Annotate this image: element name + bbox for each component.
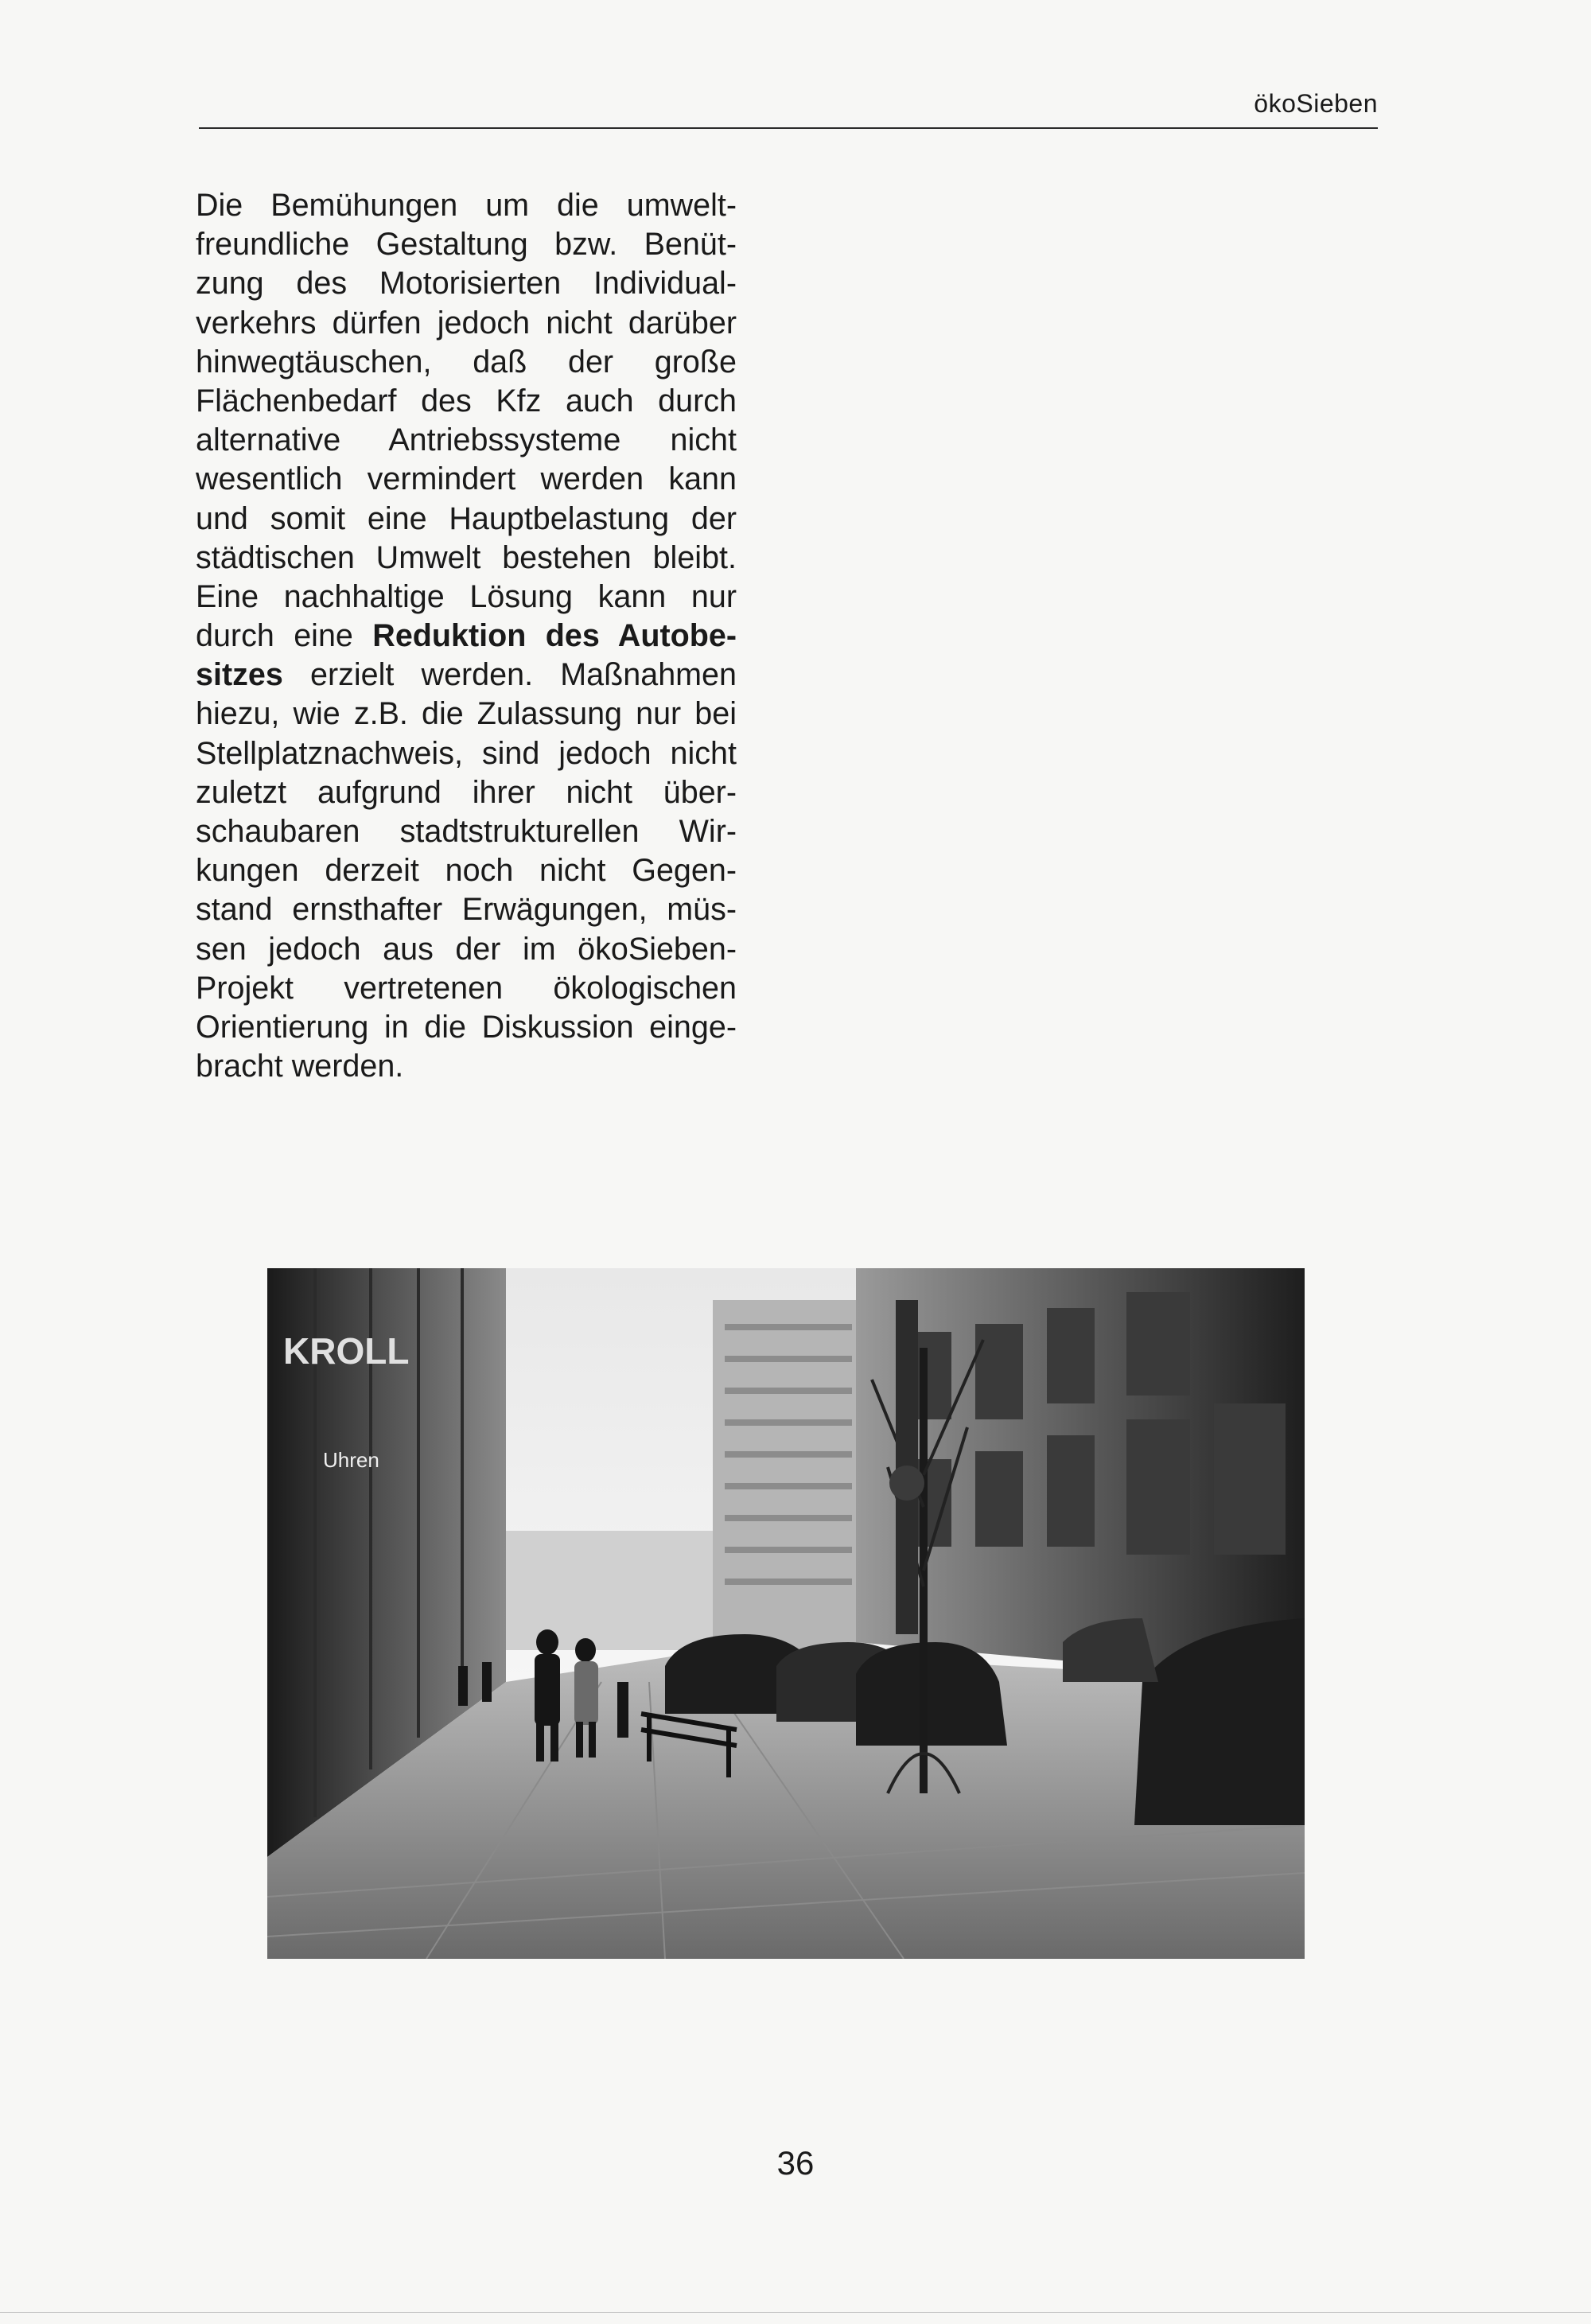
text-line: zuletzt aufgrund ihrer nicht über-: [196, 774, 737, 810]
text-line: verkehrs dürfen jedoch nicht darüber: [196, 305, 737, 341]
shop-sign: Uhren: [323, 1448, 379, 1472]
text-line: [196, 656, 737, 695]
text-line: kungen derzeit noch nicht Gegen-: [196, 853, 737, 889]
text-line: wesentlich vermindert werden kann: [196, 461, 737, 497]
text-line: Eine nachhaltige Lösung kann nur: [196, 578, 737, 614]
text-line: Flächenbedarf des Kfz auch durch: [196, 383, 737, 418]
shop-sign: KROLL: [283, 1330, 410, 1372]
text-line: und somit eine Hauptbelastung der: [196, 500, 737, 536]
text-line: bracht werden.: [196, 1049, 404, 1084]
text-line: [196, 617, 737, 656]
header-rule: [199, 127, 1378, 129]
text-line: freundliche Gestaltung bzw. Benüt-: [196, 227, 737, 263]
running-header: ökoSieben: [1254, 89, 1378, 118]
body-paragraph: [196, 186, 737, 1086]
scan-edge: [0, 2312, 1591, 2313]
text-line: hinwegtäuschen, daß der große: [196, 344, 737, 380]
street-scene: [267, 1268, 1305, 1959]
street-photo: [267, 1268, 1305, 1959]
bold-emphasis: sitzes: [196, 657, 283, 693]
text-line: schaubaren stadtstrukturellen Wir-: [196, 814, 737, 849]
text-line: alternative Antriebssysteme nicht: [196, 422, 737, 458]
text-line: Stellplatznachweis, sind jedoch nicht: [196, 735, 737, 771]
text-segment: erzielt werden. Maßnahmen: [282, 657, 737, 693]
text-segment: durch eine: [196, 618, 373, 654]
text-line: städtischen Umwelt bestehen bleibt.: [196, 539, 737, 575]
text-line: zung des Motorisierten Individual-: [196, 266, 737, 302]
text-line: hiezu, wie z.B. die Zulassung nur bei: [196, 696, 737, 732]
text-line: Projekt vertretenen ökologischen: [196, 970, 737, 1006]
bold-emphasis: Reduktion des Autobe-: [372, 618, 737, 654]
text-line: sen jedoch aus der im ökoSieben-: [196, 931, 737, 967]
text-line: Orientierung in die Diskussion einge-: [196, 1009, 737, 1045]
text-line: Die Bemühungen um die umwelt-: [196, 188, 737, 223]
text-line: stand ernsthafter Erwägungen, müs-: [196, 892, 737, 928]
page-number: 36: [776, 2144, 815, 2182]
